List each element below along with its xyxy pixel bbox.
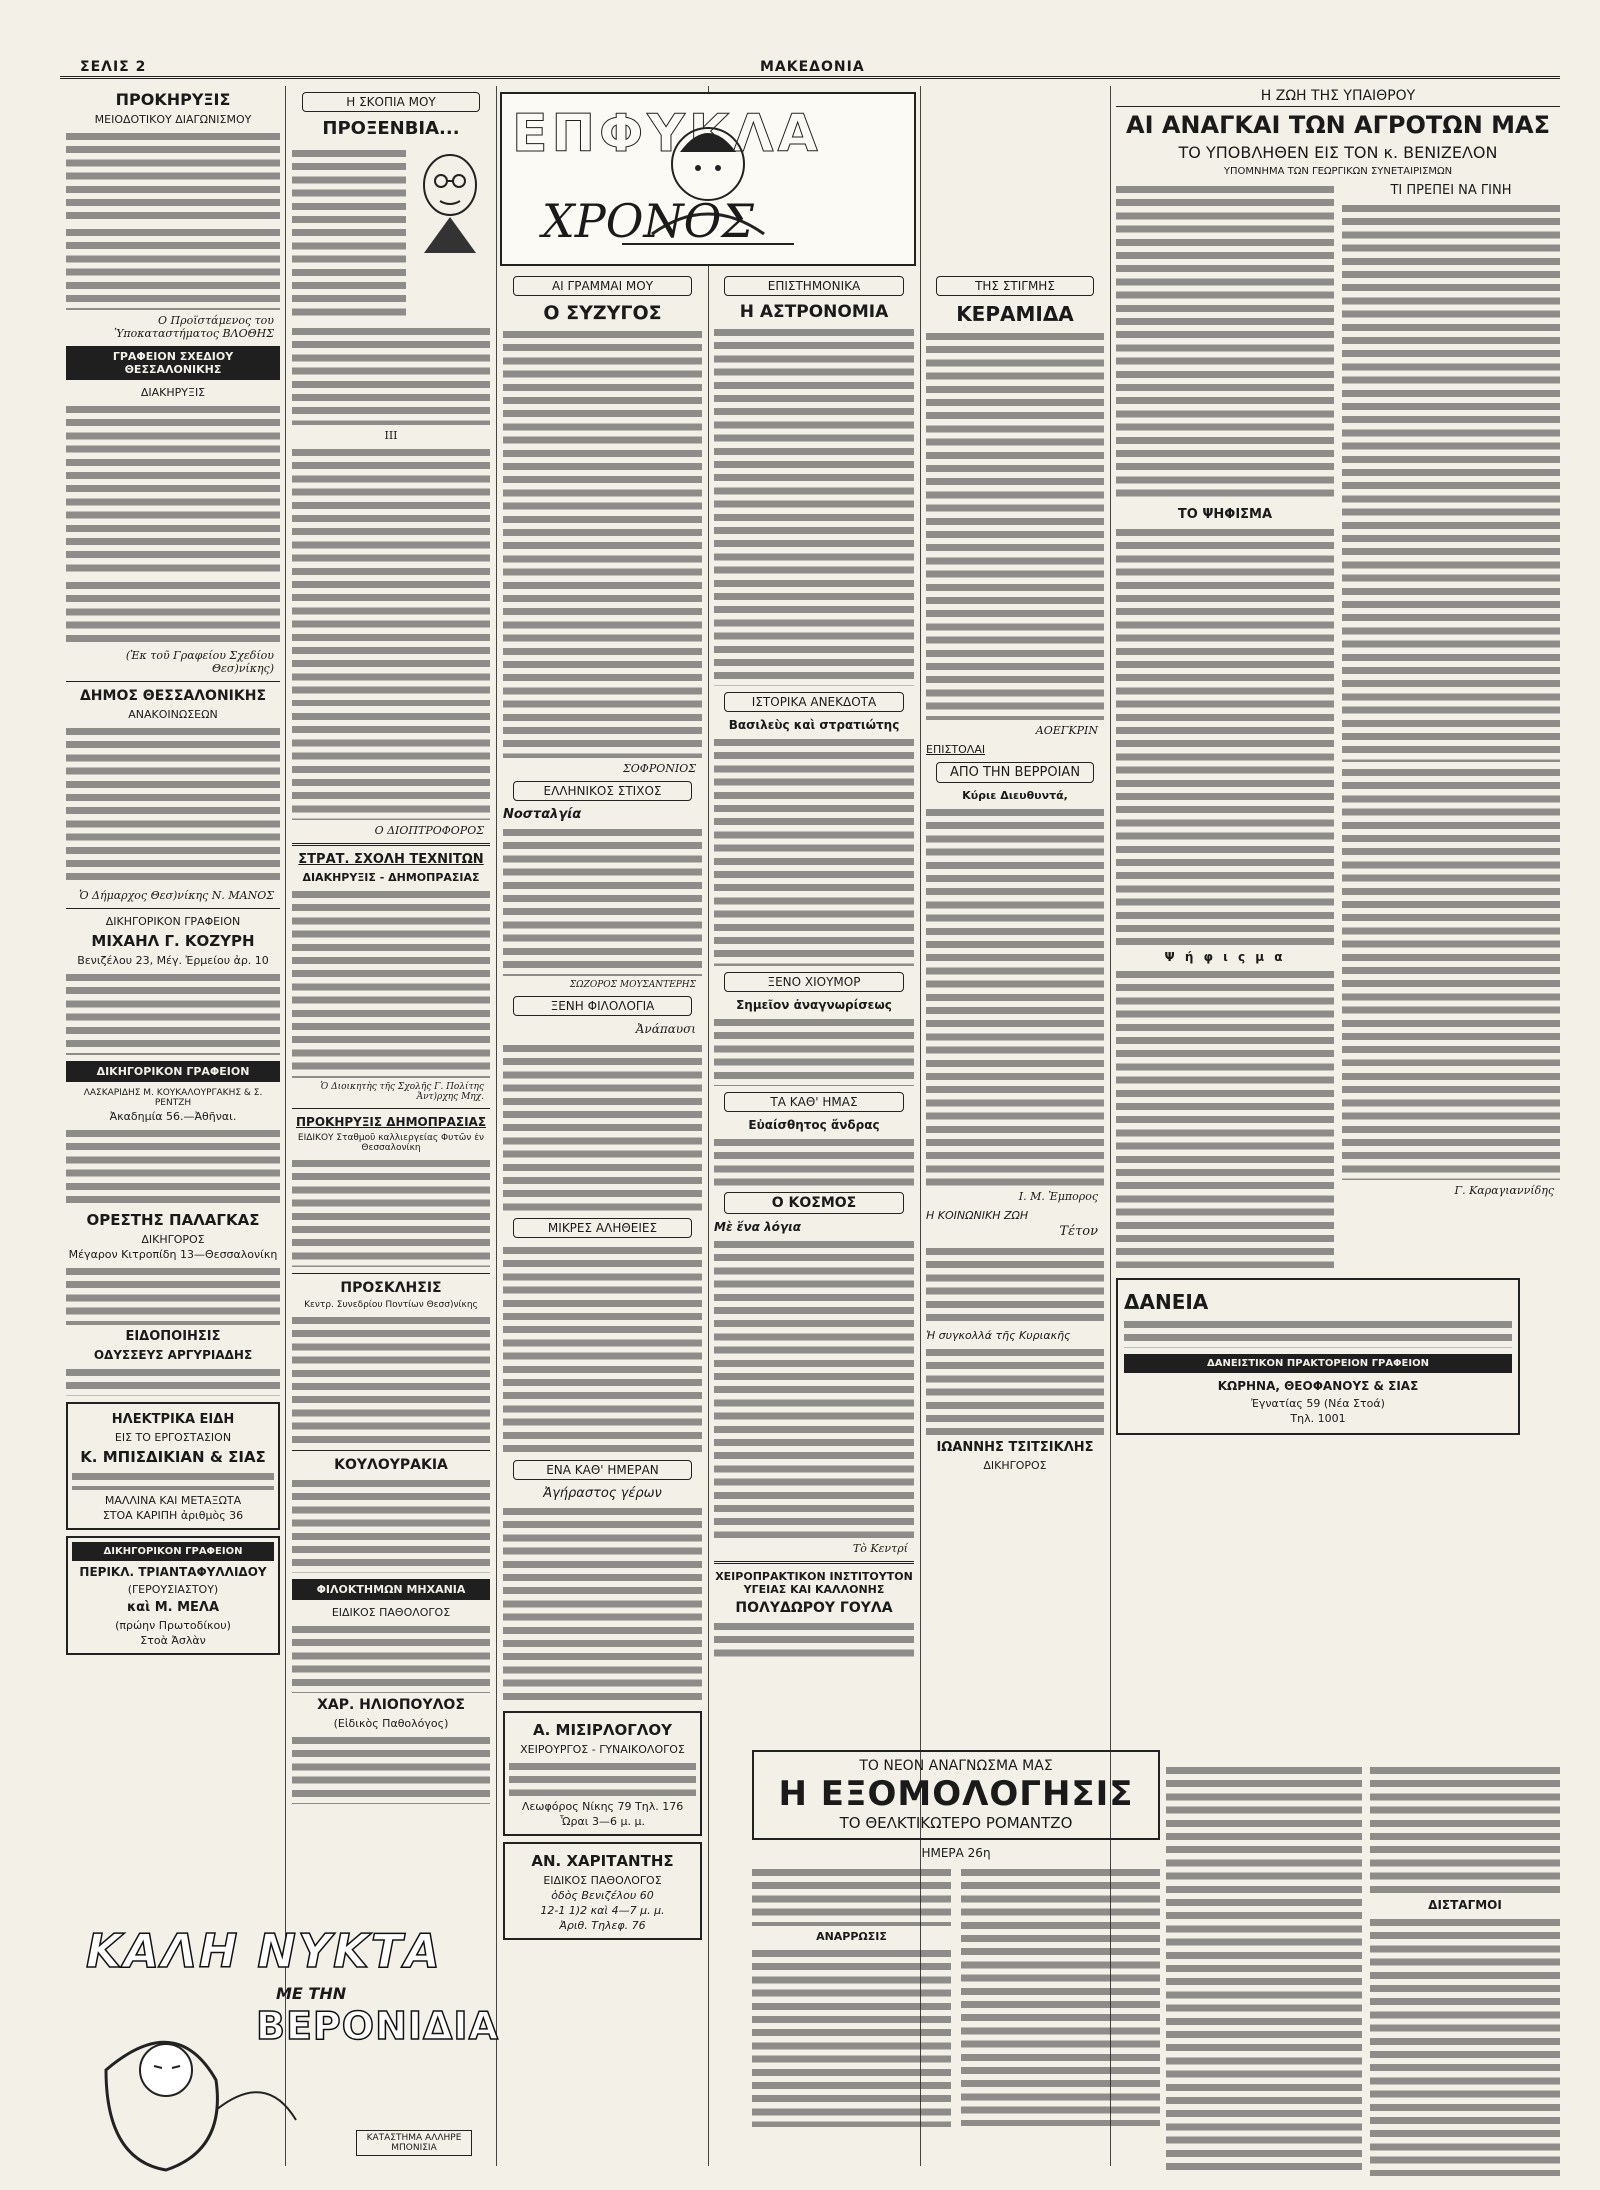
divider: [66, 908, 280, 909]
notice-text: [66, 725, 280, 885]
novel-section: ΔΙΣΤΑΓΜΟΙ: [1428, 1898, 1502, 1912]
divider: [292, 1108, 490, 1109]
ad-text: [292, 1734, 490, 1804]
ad-text: [72, 1470, 274, 1490]
article-signature: ΑΟΕΓΚΡΙΝ: [1035, 724, 1098, 737]
subhead-secondary: ΥΠΟΜΝΗΜΑ ΤΩΝ ΓΕΩΡΓΙΚΩΝ ΣΥΝΕΤΑΙΡΙΣΜΩΝ: [1223, 166, 1453, 177]
notice-name: ΟΔΥΣΣΕΥΣ ΑΡΓΥΡΙΑΔΗΣ: [93, 1348, 253, 1362]
article-signature: Ο ΔΙΟΠΤΡΟΦΟΡΟΣ: [374, 824, 484, 837]
article-col-left: [1116, 179, 1334, 1272]
ad-address: Λεωφόρος Νίκης 79 Τηλ. 176: [521, 1800, 684, 1813]
notice-signature: Ὁ Διοικητὴς τῆς Σχολῆς Γ. Πολίτης Ἀντ)ρχης Μηχ.: [320, 1082, 484, 1102]
notice-text: [66, 1366, 280, 1396]
notice-text: [292, 1157, 490, 1267]
article-text: [292, 710, 490, 820]
ad-name: Α. ΜΙΣΙΡΛΟΓΛΟΥ: [533, 1721, 672, 1739]
column-1: [66, 86, 280, 2166]
notice-text: [66, 403, 280, 575]
article-text: [714, 1016, 914, 1086]
notice-signature: Ο Προϊστάμενος του Ὑποκαταστήματος ΒΛΟΘΗΣ: [114, 314, 274, 340]
ad-name: ΠΟΛΥΔΩΡΟΥ ΓΟΥΛΑ: [735, 1600, 893, 1616]
lawyer-address: Βενιζέλου 23, Μέγ. Ἐρμείου ἀρ. 10: [77, 954, 269, 967]
article-title: ΚΕΡΑΜΙΔΑ: [956, 302, 1074, 326]
lawyer-name: ΟΡΕΣΤΗΣ ΠΑΛΑΓΚΑΣ: [86, 1211, 260, 1229]
article-text: [1342, 202, 1560, 762]
section-box: Η ΣΚΟΠΙΑ ΜΟΥ: [302, 92, 480, 112]
lawyer-text: [66, 1127, 280, 1207]
novel-title: Η ΕΞΟΜΟΛΟΓΗΣΙΣ: [778, 1774, 1134, 1814]
section-label: Ἡ συγκολλά τῆς Κυριακῆς: [926, 1329, 1071, 1342]
ad-partner-sub: (πρώην Πρωτοδίκου): [115, 1619, 231, 1632]
article-title: Μὲ ἕνα λόγια: [714, 1220, 802, 1234]
section-number: III: [384, 429, 398, 442]
ad-office: ΔΑΝΕΙΣΤΙΚΟΝ ΠΡΑΚΤΟΡΕΙΟΝ ΓΡΑΦΕΙΟΝ: [1124, 1354, 1512, 1373]
section-kicker: Η ΖΩΗ ΤΗΣ ΥΠΑΙΘΡΟΥ: [1116, 88, 1560, 107]
section-label: Η ΚΟΙΝΩΝΙΚΗ ΖΩΗ: [926, 1209, 1029, 1222]
ad-text: [292, 1623, 490, 1693]
ad-company: Κ. ΜΠΙΣΔΙΚΙΑΝ & ΣΙΑΣ: [80, 1448, 266, 1466]
column-rule: [285, 86, 286, 2166]
article-signature: Τὸ Κεντρί: [852, 1542, 908, 1555]
notice-signature: Ὁ Δήμαρχος Θεσ)νίκης Ν. ΜΑΝΟΣ: [79, 889, 274, 902]
ad-name: ΦΙΛΟΚΤΗΜΩΝ ΜΗΧΑΝΙΑ: [292, 1579, 490, 1600]
newspaper-name: ΜΑΚΕΔΟΝΙΑ: [760, 59, 865, 75]
ad-loans: [1116, 1278, 1520, 1435]
article-title: Σημεῖον ἀναγνωρίσεως: [736, 998, 892, 1012]
article-text: [292, 147, 406, 317]
ad-address: ὁδὸς Βενιζέλου 60: [551, 1889, 654, 1902]
novel-continuation-left: [1166, 1760, 1362, 2180]
ad-text: [1124, 1318, 1512, 1348]
article-columns: [1116, 179, 1560, 1272]
column-rule: [708, 86, 709, 2166]
article-text: [503, 328, 702, 758]
notice-title: ΣΤΡΑΤ. ΣΧΟΛΗ ΤΕΧΝΙΤΩΝ: [298, 852, 484, 867]
novel-text: [1370, 1764, 1560, 1894]
novel-col-right: [961, 1862, 1160, 2131]
notice-subtitle: ΔΙΑΚΗΡΥΞΙΣ: [140, 386, 206, 399]
article-title: Ο ΣΥΖΥΓΟΣ: [543, 302, 662, 324]
poem-title: Ἀνάπαυσι: [635, 1022, 696, 1036]
ad-pathologist: [503, 1842, 702, 1940]
ad-title: ΧΕΙΡΟΠΡΑΚΤΙΚΟΝ ΙΝΣΤΙΤΟΥΤΟΝ ΥΓΕΙΑΣ ΚΑΙ ΚΑΛΛΟΝΗΣ: [715, 1570, 913, 1596]
article-text: [714, 1136, 914, 1186]
ad-subtitle: ΧΕΙΡΟΥΡΓΟΣ - ΓΥΝΑΙΚΟΛΟΓΟΣ: [520, 1743, 685, 1756]
ad-electrical: [66, 1402, 280, 1530]
page-number: ΣΕΛΙΣ 2: [80, 59, 147, 75]
article-signature: Ι. Μ. Ἐμπορος: [1018, 1190, 1098, 1203]
notice-text: [66, 579, 280, 645]
column-6: [1116, 86, 1560, 1726]
notice-title: ΓΡΑΦΕΙΟΝ ΣΧΕΔΙΟΥ ΘΕΣΣΑΛΟΝΙΚΗΣ: [66, 346, 280, 380]
article-signature: Τέτον: [1059, 1224, 1098, 1239]
ad-name: ΚΩΡΗΝΑ, ΘΕΟΦΑΝΟΥΣ & ΣΙΑΣ: [1217, 1379, 1419, 1393]
ad-title: ΗΛΕΚΤΡΙΚΑ ΕΙΔΗ: [111, 1412, 235, 1427]
notice-subtitle: ΜΕΙΟΔΟΤΙΚΟΥ ΔΙΑΓΩΝΙΣΜΟΥ: [94, 113, 252, 126]
article-signature: ΣΟΦΡΟΝΙΟΣ: [623, 762, 696, 775]
section-box: ΜΙΚΡΕΣ ΑΛΗΘΕΙΕΣ: [513, 1218, 692, 1238]
article-text: [714, 736, 914, 966]
section-box: ΞΕΝΗ ΦΙΛΟΛΟΓΙΑ: [513, 996, 692, 1016]
ad-surgeon: [503, 1711, 702, 1836]
section-title: Ψ ή φ ι ς μ α: [1164, 950, 1286, 964]
section-title: ΤΟ ΨΗΦΙΣΜΑ: [1177, 507, 1273, 522]
article-title: Εὐαίσθητος ἄνδρας: [748, 1118, 880, 1132]
novel-subtitle: ΤΟ ΘΕΛΚΤΙΚΩΤΕΡΟ ΡΟΜΑΝΤΖΟ: [839, 1814, 1073, 1832]
article-lead: [292, 143, 490, 321]
section-box: ΕΝΑ ΚΑΘ' ΗΜΕΡΑΝ: [513, 1460, 692, 1480]
column-5: [926, 270, 1104, 1740]
banner-subtitle: ΧΡΟΝΟΣ: [542, 194, 754, 248]
lawyer-text: [66, 971, 280, 1055]
poem-text: [503, 1042, 702, 1212]
lawyer-label: ΔΙΚΗΓΟΡΟΣ: [141, 1233, 205, 1246]
notice-subtitle: ΕΙΔΙΚΟΥ Σταθμοῦ καλλιεργείας Φυτῶν ἐν Θεσσαλονίκη: [297, 1133, 485, 1153]
ad-law-office: [66, 1536, 280, 1655]
section-box: ΕΛΛΗΝΙΚΟΣ ΣΤΙΧΟΣ: [513, 781, 692, 801]
ad-title: ΔΙΚΗΓΟΡΙΚΟΝ ΓΡΑΦΕΙΟΝ: [72, 1542, 274, 1561]
notice-subtitle: Κεντρ. Συνεδρίου Ποντίων Θεσσ)νίκης: [304, 1300, 478, 1310]
divider: [292, 843, 490, 846]
ad-subtitle: ΕΙΣ ΤΟ ΕΡΓΟΣΤΑΣΙΟΝ: [114, 1431, 232, 1444]
lawyer-name: ΛΑΣΚΑΡΙΔΗΣ Μ. ΚΟΥΚΑΛΟΥΡΓΑΚΗΣ & Σ. ΡΕΝΤΖΗ: [83, 1088, 263, 1108]
section-box: ΤΗΣ ΣΤΙΓΜΗΣ: [936, 276, 1094, 296]
ad-hours: 12-1 1)2 καὶ 4—7 μ. μ.: [540, 1904, 665, 1917]
novel-col-left: [752, 1862, 951, 2131]
article-text: [926, 330, 1104, 720]
novel-day: ΗΜΕΡΑ 26η: [921, 1846, 991, 1860]
novel-text: [752, 1866, 951, 1926]
lawyer-address: Μέγαρον Κιτροπίδη 13—Θεσσαλονίκη: [68, 1248, 278, 1261]
section-box: ΕΠΙΣΤΗΜΟΝΙΚΑ: [724, 276, 904, 296]
notice-signature: (Ἐκ τοῦ Γραφείου Σχεδίου Θεσ)νίκης): [125, 649, 274, 675]
ad-line-3: ΒΕΡΟΝΙΔΙΑ: [256, 2004, 499, 2048]
article-text: [1116, 183, 1334, 503]
banner-title: ΕΠΦΥΚΛΑ: [512, 104, 822, 164]
article-title: Ἀγήραστος γέρων: [543, 1486, 662, 1501]
novel-kicker: ΤΟ ΝΕΟΝ ΑΝΑΓΝΩΣΜΑ ΜΑΣ: [859, 1758, 1053, 1774]
section-box: ΙΣΤΟΡΙΚΑ ΑΝΕΚΔΟΤΑ: [724, 692, 904, 712]
notice-text: [292, 888, 490, 1078]
novel-section: ΑΝΑΡΡΩΣΙΣ: [816, 1930, 887, 1943]
column-rule: [496, 86, 497, 2166]
ad-subtitle: (ΓΕΡΟΥΣΙΑΣΤΟΥ): [127, 1583, 219, 1596]
section-title: ΤΙ ΠΡΕΠΕΙ ΝΑ ΓΙΝΗ: [1390, 183, 1512, 198]
lawyer-label: ΔΙΚΗΓΟΡΙΚΟΝ ΓΡΑΦΕΙΟΝ: [66, 1061, 280, 1082]
notice-text: [66, 130, 280, 222]
article-col-right: [1342, 179, 1560, 1272]
column-3: [503, 270, 702, 1932]
notice-text: [66, 226, 280, 310]
ad-subtitle: (Εἰδικὸς Παθολόγος): [333, 1717, 449, 1730]
ad-title: ΔΑΝΕΙΑ: [1124, 1290, 1209, 1314]
ad-phone: Τηλ. 1001: [1290, 1412, 1346, 1425]
caricature-illustration: [410, 143, 490, 263]
novel-columns: [752, 1862, 1160, 2131]
notice-text: [292, 1477, 490, 1573]
lawyer-label: ΔΙΚΗΓΟΡΙΚΟΝ ΓΡΑΦΕΙΟΝ: [105, 915, 241, 928]
novel-text: [1370, 1916, 1560, 2176]
article-text: [926, 1245, 1104, 1325]
novel-text: [752, 1947, 951, 2127]
lawyer-text: [66, 1265, 280, 1325]
letter-greeting: Κύριε Διευθυντά,: [962, 789, 1068, 802]
ad-veronidia: [66, 1920, 499, 2182]
notice-subtitle: ΑΝΑΚΟΙΝΩΣΕΩΝ: [128, 708, 218, 721]
notice-title: ΔΗΜΟΣ ΘΕΣΣΑΛΟΝΙΚΗΣ: [79, 688, 267, 704]
article-text: [926, 1346, 1104, 1436]
poem-author: ΣΩΖΟΡΟΣ ΜΟΥΣΑΝΤΕΡΗΣ: [569, 980, 696, 990]
article-text: [503, 1505, 702, 1705]
article-title: Βασιλεὺς καὶ στρατιώτης: [728, 718, 900, 732]
article-title: ΠΡΟΞΕΝΒΙΑ...: [322, 118, 460, 139]
notice-subtitle: ΔΙΑΚΗΡΥΞΙΣ - ΔΗΜΟΠΡΑΣΙΑΣ: [302, 871, 480, 884]
ad-subtitle: ΕΙΔΙΚΟΣ ΠΑΘΟΛΟΓΟΣ: [543, 1874, 662, 1887]
novel-header: [752, 1750, 1160, 1840]
ad-partner: καὶ Μ. ΜΕΛΑ: [126, 1600, 220, 1615]
ad-line: ΜΑΛΛΙΝΑ ΚΑΙ ΜΕΤΑΞΩΤΑ: [104, 1494, 242, 1507]
section-box: ΤΑ ΚΑΘ' ΗΜΑΣ: [724, 1092, 904, 1112]
lawyer-address: Ἀκαδημία 56.—Ἀθῆναι.: [109, 1110, 237, 1123]
ad-address: Στοὰ Ἀσλὰν: [140, 1634, 206, 1647]
article-title: ΑΠΟ ΤΗΝ ΒΕΡΡΟΙΑΝ: [936, 762, 1094, 783]
ad-name: ΠΕΡΙΚΛ. ΤΡΙΑΝΤΑΦΥΛΛΙΔΟΥ: [79, 1565, 267, 1579]
ad-address: ΣΤΟΑ ΚΑΡΙΠΗ ἀριθμὸς 36: [102, 1509, 244, 1522]
article-text: [1342, 766, 1560, 1066]
novel-text: [961, 1866, 1160, 2126]
divider: [66, 681, 280, 682]
article-text: [714, 326, 914, 686]
poem-text: [503, 826, 702, 976]
ad-phone: Ἀριθ. Τηλεφ. 76: [559, 1919, 646, 1932]
divider: [292, 1450, 490, 1451]
ad-text: [714, 1620, 914, 1660]
notice-title: ΚΟΥΛΟΥΡΑΚΙΑ: [334, 1457, 448, 1473]
ad-text: [509, 1760, 696, 1796]
ad-name: ΙΩΑΝΝΗΣ ΤΣΙΤΣΙΚΛΗΣ: [936, 1440, 1094, 1455]
article-text: [714, 1238, 914, 1538]
notice-title: ΠΡΟΣΚΛΗΣΙΣ: [340, 1280, 442, 1296]
article-text: [1116, 526, 1334, 946]
poem-title: Νοσταλγία: [503, 807, 582, 822]
page-header: [60, 59, 1560, 79]
article-signature: Γ. Καραγιαννίδης: [1454, 1184, 1554, 1197]
article-text: [292, 325, 490, 425]
notice-text: [292, 1314, 490, 1444]
divider: [292, 1273, 490, 1274]
section-label: ΕΠΙΣΤΟΛΑΙ: [926, 743, 986, 756]
subhead: ΤΟ ΥΠΟΒΛΗΘΕΝ ΕΙΣ ΤΟΝ κ. ΒΕΝΙΖΕΛΟΝ: [1178, 143, 1498, 162]
ad-hours: Ὧραι 3—6 μ. μ.: [560, 1815, 645, 1828]
feuilleton-banner: [500, 92, 916, 266]
divider: [714, 1561, 914, 1564]
column-2: [292, 86, 490, 1956]
article-text: [503, 1244, 702, 1454]
novel-block: [752, 1750, 1160, 2190]
novel-continuation-right: [1370, 1760, 1560, 2180]
article-text: [292, 446, 490, 706]
ad-line-1: ΚΑΛΗ ΝΥΚΤΑ: [86, 1924, 442, 1978]
notice-title: ΕΙΔΟΠΟΙΗΣΙΣ: [125, 1329, 221, 1344]
column-4: [714, 270, 914, 1740]
ad-line-2: ΜΕ ΤΗΝ: [276, 1984, 347, 2003]
section-box: ΑΙ ΓΡΑΜΜΑΙ ΜΟΥ: [513, 276, 692, 296]
headline: ΑΙ ΑΝΑΓΚΑΙ ΤΩΝ ΑΓΡΟΤΩΝ ΜΑΣ: [1126, 111, 1550, 139]
article-text: [1116, 968, 1334, 1268]
ad-subtitle: ΔΙΚΗΓΟΡΟΣ: [983, 1459, 1047, 1472]
section-box: Ο ΚΟΣΜΟΣ: [724, 1192, 904, 1214]
ad-name: ΧΑΡ. ΗΛΙΟΠΟΥΛΟΣ: [317, 1697, 465, 1713]
ad-address: Ἐγνατίας 59 (Νέα Στοά): [1251, 1397, 1385, 1410]
article-text: [926, 806, 1104, 1186]
ad-shop: ΚΑΤΑΣΤΗΜΑ ΑΛΛΗΡΕ ΜΠΟΝΙΣΙΑ: [356, 2130, 472, 2156]
notice-title: ΠΡΟΚΗΡΥΞΙΣ: [115, 90, 231, 109]
lawyer-name: ΜΙΧΑΗΛ Γ. ΚΟΖΥΡΗ: [91, 932, 255, 950]
ad-name: ΑΝ. ΧΑΡΙΤΑΝΤΗΣ: [531, 1852, 674, 1870]
ad-subtitle: ΕΙΔΙΚΟΣ ΠΑΘΟΛΟΓΟΣ: [331, 1606, 451, 1619]
article-title: Η ΑΣΤΡΟΝΟΜΙΑ: [739, 302, 889, 322]
notice-title: ΠΡΟΚΗΡΥΞΙΣ ΔΗΜΟΠΡΑΣΙΑΣ: [295, 1115, 487, 1129]
article-text: [1342, 1070, 1560, 1180]
novel-text: [1166, 1764, 1362, 2174]
section-box: ΞΕΝΟ ΧΙΟΥΜΟΡ: [724, 972, 904, 992]
